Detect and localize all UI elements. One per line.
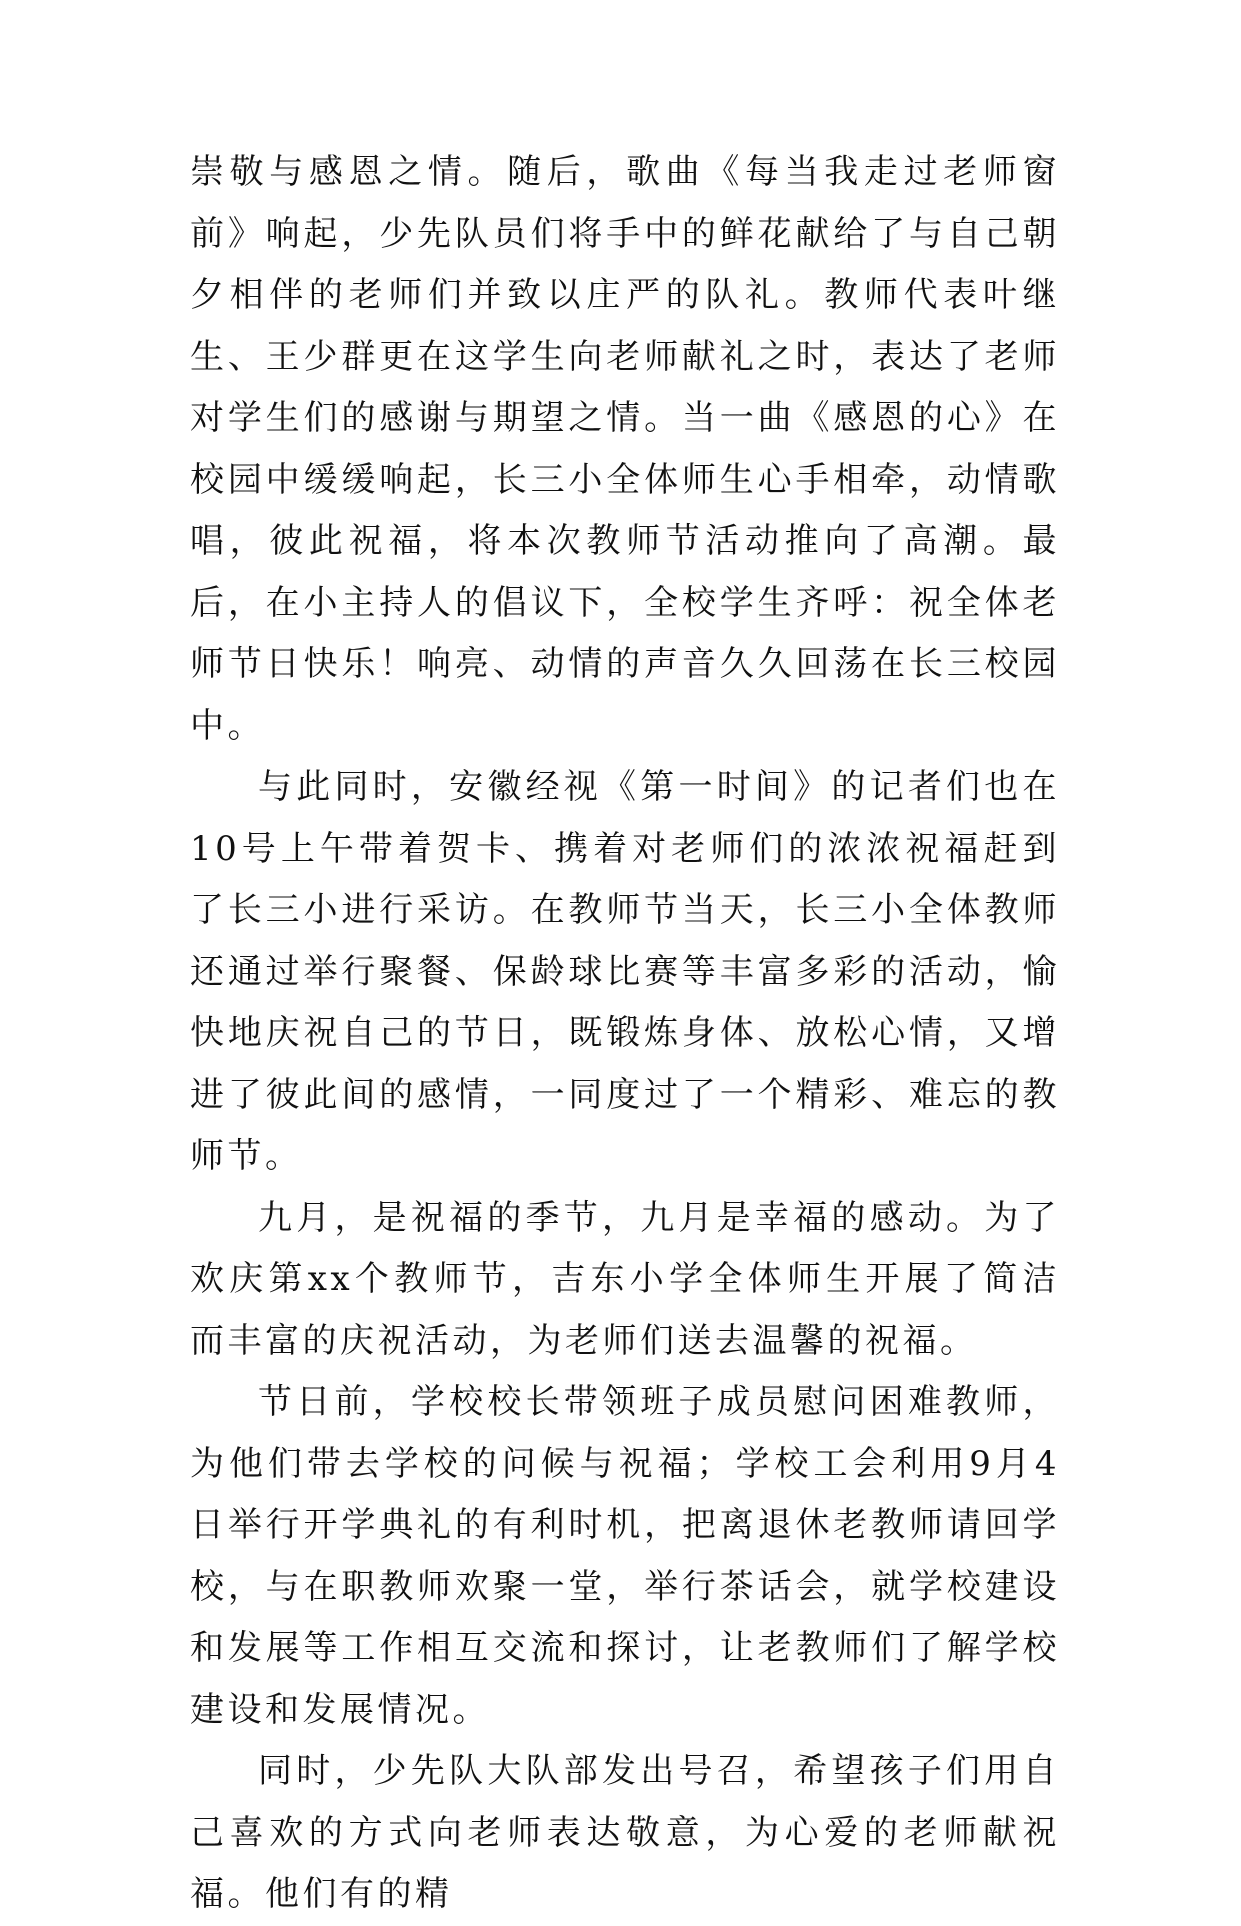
paragraph-4: 节日前，学校校长带领班子成员慰问困难教师，为他们带去学校的问候与祝福；学校工会利用9月4日举行开学典礼的有利时机，把离退休老教师请回学校，与在职教师欢聚一堂，举行茶话会，就学校建设和发展等工作相互交流和探讨，让老教师们了解学校建设和发展情况。 xyxy=(190,1382,1060,1730)
paragraph-2: 与此同时，安徽经视《第一时间》的记者们也在10号上午带着贺卡、携着对老师们的浓浓祝福赶到了长三小进行采访。在教师节当天，长三小全体教师还通过举行聚餐、保龄球比赛等丰富多彩的活动，愉快地庆祝自己的节日，既锻炼身体、放松心情，又增进了彼此间的感情，一同度过了一个精彩、难忘的教师节。 xyxy=(190,767,1060,1176)
paragraph-1: 崇敬与感恩之情。随后，歌曲《每当我走过老师窗前》响起，少先队员们将手中的鲜花献给了与自己朝夕相伴的老师们并致以庄严的队礼。教师代表叶继生、王少群更在这学生向老师献礼之时，表达了老师对学生们的感谢与期望之情。当一曲《感恩的心》在校园中缓缓响起，长三小全体师生心手相牵，动情歌唱，彼此祝福，将本次教师节活动推向了高潮。最后，在小主持人的倡议下，全校学生齐呼：祝全体老师节日快乐！响亮、动情的声音久久回荡在长三校园中。 xyxy=(190,152,1060,746)
body-text xyxy=(190,142,1060,1926)
paragraph-3: 九月，是祝福的季节，九月是幸福的感动。为了欢庆第xx个教师节，吉东小学全体师生开展了简洁而丰富的庆祝活动，为老师们送去温馨的祝福。 xyxy=(190,1197,1060,1361)
paragraph-5: 同时，少先队大队部发出号召，希望孩子们用自己喜欢的方式向老师表达敬意，为心爱的老师献祝福。他们有的精 xyxy=(190,1751,1060,1914)
